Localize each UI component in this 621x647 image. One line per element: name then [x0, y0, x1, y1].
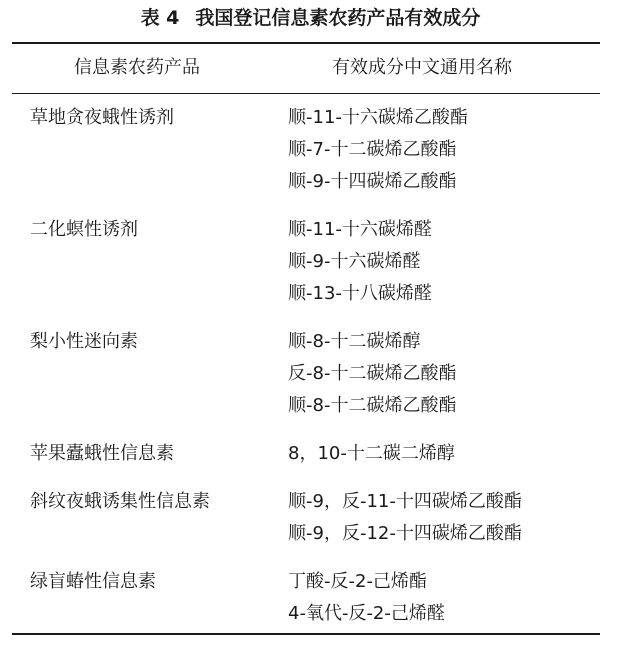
product-name: 二化螟性诱剂	[30, 219, 138, 240]
table-row	[0, 214, 621, 310]
ingredient-list	[254, 486, 621, 550]
product-name: 绿盲蝽性信息素	[30, 571, 156, 592]
header-ingredient: 有效成分中文通用名称	[332, 57, 512, 78]
ingredient-name: 丁酸-反-2-己烯酯	[288, 571, 427, 592]
product-name: 草地贪夜蛾性诱剂	[30, 107, 174, 128]
table-row	[0, 326, 621, 422]
ingredient-name: 顺-8-十二碳烯乙酸酯	[288, 395, 457, 416]
table-row	[0, 438, 621, 470]
ingredient-list	[254, 214, 621, 310]
ingredient-name: 顺-11-十六碳烯醛	[288, 219, 432, 240]
ingredient-list	[254, 326, 621, 422]
ingredient-name: 8，10-十二碳二烯醇	[288, 443, 455, 464]
table-number: 表 4	[140, 7, 180, 29]
table-body	[0, 102, 621, 646]
ingredient-name: 反-8-十二碳烯乙酸酯	[288, 363, 457, 384]
product-name: 苹果蠹蛾性信息素	[30, 443, 174, 464]
table-caption	[0, 4, 621, 32]
table-row	[0, 566, 621, 630]
ingredient-list	[254, 438, 621, 470]
top-rule	[12, 42, 600, 44]
header-rule	[12, 93, 600, 94]
product-name: 斜纹夜蛾诱集性信息素	[30, 491, 210, 512]
ingredient-name: 顺-9-十六碳烯醛	[288, 251, 421, 272]
table-row	[0, 486, 621, 550]
table-title: 我国登记信息素农药产品有效成分	[195, 7, 481, 29]
bottom-rule	[12, 633, 600, 635]
ingredient-name: 顺-9-十四碳烯乙酸酯	[288, 171, 457, 192]
header-product: 信息素农药产品	[74, 57, 200, 78]
ingredient-list	[254, 566, 621, 630]
ingredient-name: 顺-11-十六碳烯乙酸酯	[288, 107, 468, 128]
ingredient-name: 4-氧代-反-2-己烯醛	[288, 603, 445, 624]
ingredient-list	[254, 102, 621, 198]
ingredient-name: 顺-9，反-12-十四碳烯乙酸酯	[288, 523, 522, 544]
ingredient-name: 顺-13-十八碳烯醛	[288, 283, 432, 304]
table-row	[0, 102, 621, 198]
ingredient-name: 顺-8-十二碳烯醇	[288, 331, 421, 352]
ingredient-name: 顺-9，反-11-十四碳烯乙酸酯	[288, 491, 522, 512]
ingredient-name: 顺-7-十二碳烯乙酸酯	[288, 139, 457, 160]
product-name: 梨小性迷向素	[30, 331, 138, 352]
